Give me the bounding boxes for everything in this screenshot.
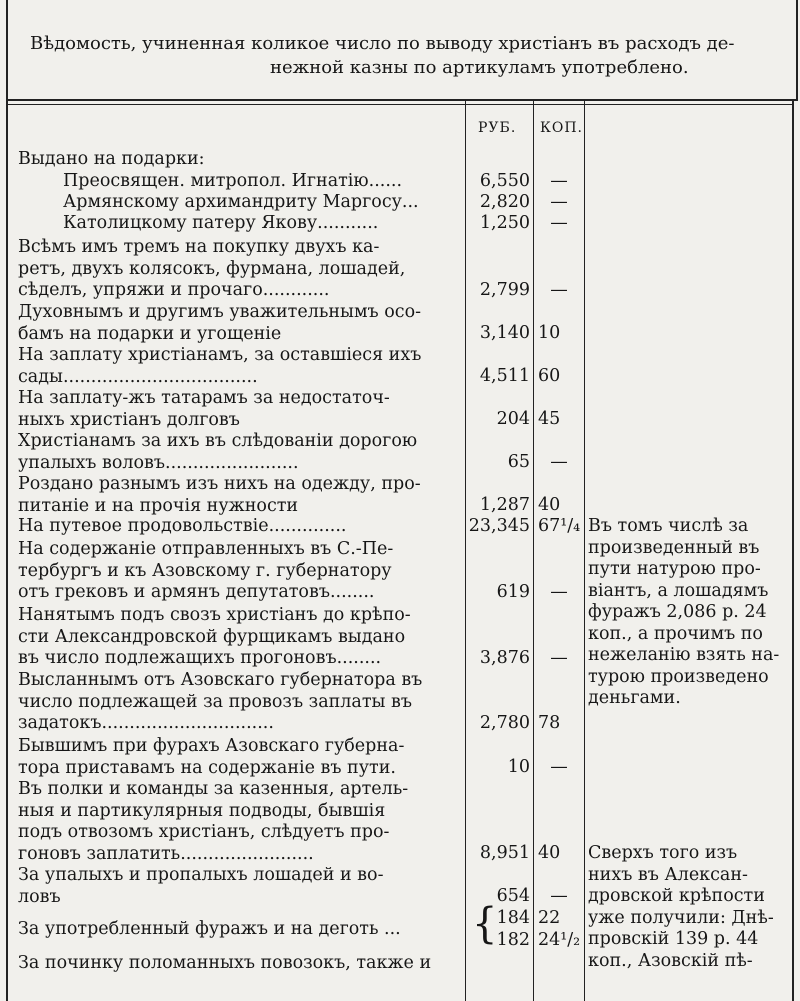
entry-text: Армянскому архимандриту Маргосу... bbox=[63, 192, 419, 212]
rub-value: 1,287 bbox=[479, 495, 530, 515]
margin-note: Въ томъ числѣ за произведенный въ пути натурою про- віантъ, а лошадямъ фуражъ 2,086 р. 24 коп., а прочимъ по нежеланію взять на- турою произведено деньгами. bbox=[588, 516, 780, 708]
rub-value: 3,140 bbox=[479, 323, 530, 343]
rub-value: 654 bbox=[496, 886, 530, 906]
entry-text: Всѣмъ имъ тремъ на покупку двухъ ка- ретъ, двухъ колясокъ, фурмана, лошадей, сѣделъ, упряжи и прочаго............ bbox=[18, 237, 406, 300]
rub-value: 2,799 bbox=[479, 280, 530, 300]
kop-value: — bbox=[550, 648, 568, 668]
kop-column-header: КОП. bbox=[540, 120, 583, 136]
entry-text: За употребленный фуражъ и на деготь ... bbox=[18, 919, 401, 939]
entry-text: Въ полки и команды за казенныя, артель- ныя и партикулярныя подводы, бывшія подъ отвозомъ христіанъ, слѣдуетъ про- гоновъ заплатить........................ bbox=[18, 779, 409, 864]
rub-value: 3,876 bbox=[479, 648, 530, 668]
margin-note: Сверхъ того изъ нихъ въ Алексан- дровской крѣпости уже получили: Днѣ- провскій 139 р. 44 коп., Азовскій пѣ- bbox=[588, 843, 774, 971]
kop-value: 40 bbox=[538, 843, 561, 863]
rub-value: 6,550 bbox=[479, 171, 530, 191]
kop-value: — bbox=[550, 280, 568, 300]
rub-value: 619 bbox=[496, 582, 530, 602]
document-title bbox=[30, 32, 790, 80]
kop-value: — bbox=[550, 757, 568, 777]
kop-value: 22 bbox=[538, 908, 561, 928]
entry-text: На заплату христіанамъ, за оставшіеся ихъ сады................................... bbox=[18, 345, 422, 387]
entry-text: Христіанамъ за ихъ въ слѣдованіи дорогою упалыхъ воловъ........................ bbox=[18, 431, 418, 473]
entry-text: Высланнымъ отъ Азовскаго губернатора въ число подлежащей за провозъ заплаты въ задатокъ............................... bbox=[18, 670, 423, 733]
entry-text: За упалыхъ и пропалыхъ лошадей и во- ловъ bbox=[18, 865, 384, 907]
entry-text: Роздано разнымъ изъ нихъ на одежду, про- питаніе и на прочія нужности bbox=[18, 474, 421, 516]
entry-text: Духовнымъ и другимъ уважительнымъ осо- бамъ на подарки и угощеніе bbox=[18, 302, 422, 344]
kop-value: — bbox=[550, 171, 568, 191]
entry-text: На путевое продовольствіе.............. bbox=[18, 516, 347, 536]
rub-value: 184 bbox=[496, 908, 530, 928]
brace: { bbox=[472, 899, 498, 949]
entry-text: На заплату-жъ татарамъ за недостаточ- ныхъ христіанъ долговъ bbox=[18, 388, 390, 430]
kop-value: 78 bbox=[538, 713, 561, 733]
kop-value: — bbox=[550, 213, 568, 233]
kop-value: — bbox=[550, 452, 568, 472]
notes-column-rule bbox=[584, 101, 585, 1001]
header-rule bbox=[8, 104, 792, 105]
rub-value: 1,250 bbox=[479, 213, 530, 233]
rub-value: 2,780 bbox=[479, 713, 530, 733]
kop-value: 67¹/₄ bbox=[538, 516, 581, 536]
title-line-2: нежной казны по артикуламъ употреблено. bbox=[270, 57, 689, 78]
entry-text: Бывшимъ при фурахъ Азовскаго губерна- тора приставамъ на содержаніе въ пути. bbox=[18, 736, 405, 778]
entry-text: На содержаніе отправленныхъ въ С.-Пе- тербургъ и къ Азовскому г. губернатору отъ грековъ и армянъ депутатовъ........ bbox=[18, 539, 394, 602]
kop-value: 40 bbox=[538, 495, 561, 515]
title-line-1: Вѣдомость, учиненная коликое число по выводу христіанъ въ расходъ де- bbox=[30, 33, 735, 54]
left-border bbox=[6, 101, 8, 1001]
rub-value: 65 bbox=[507, 452, 530, 472]
rub-value: 8,951 bbox=[479, 843, 530, 863]
rub-value: 182 bbox=[496, 930, 530, 950]
entry-text: Нанятымъ подъ свозъ христіанъ до крѣпо- сти Александровской фурщикамъ выдано въ число подлежащихъ прогоновъ........ bbox=[18, 605, 411, 668]
entry-text: Выдано на подарки: bbox=[18, 149, 205, 169]
right-border bbox=[792, 101, 794, 1001]
rub-value: 2,820 bbox=[479, 192, 530, 212]
kop-value: 60 bbox=[538, 366, 561, 386]
kop-column-rule bbox=[533, 101, 534, 1001]
entry-text: За починку поломанныхъ повозокъ, также и bbox=[18, 953, 432, 973]
kop-value: — bbox=[550, 886, 568, 906]
rub-value: 23,345 bbox=[468, 516, 530, 536]
rub-value: 10 bbox=[507, 757, 530, 777]
rub-column-header: РУБ. bbox=[478, 120, 517, 136]
rub-value: 204 bbox=[496, 409, 530, 429]
rub-value: 4,511 bbox=[479, 366, 530, 386]
kop-value: 45 bbox=[538, 409, 561, 429]
kop-value: 10 bbox=[538, 323, 561, 343]
kop-value: — bbox=[550, 192, 568, 212]
kop-value: — bbox=[550, 582, 568, 602]
entry-text: Католицкому патеру Якову........... bbox=[63, 213, 379, 233]
kop-value: 24¹/₂ bbox=[538, 930, 581, 950]
entry-text: Преосвящен. митропол. Игнатію...... bbox=[63, 171, 403, 191]
